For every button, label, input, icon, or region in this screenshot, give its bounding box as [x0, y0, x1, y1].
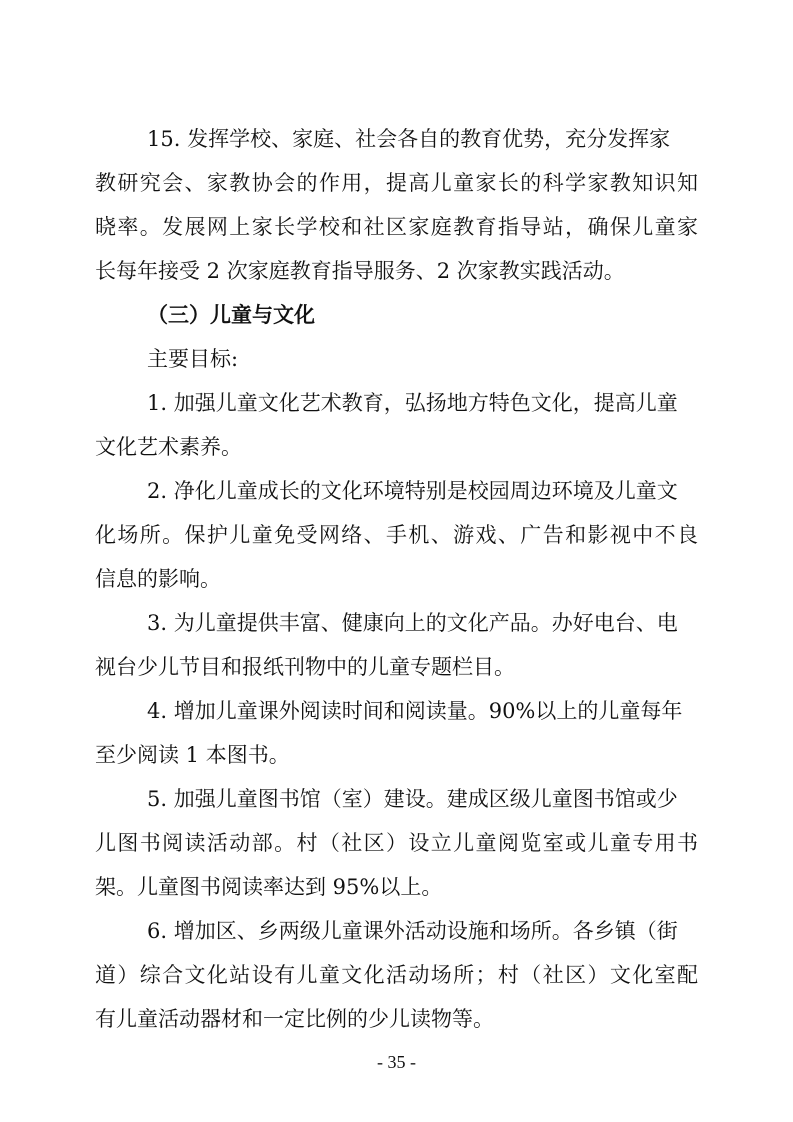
item-1-line-2: 文化艺术素养。 [95, 435, 242, 459]
para-15-line-4: 长每年接受 2 次家庭教育指导服务、2 次家教实践活动。 [95, 259, 625, 283]
item-2-line-1: 2. 净化儿童成长的文化环境特别是校园周边环境及儿童文 [147, 479, 678, 503]
item-3-line-2: 视台少儿节目和报纸刊物中的儿童专题栏目。 [95, 655, 515, 679]
item-4-line-2: 至少阅读 1 本图书。 [95, 743, 290, 767]
item-2-line-2: 化场所。保护儿童免受网络、手机、游戏、广告和影视中不良 [95, 523, 698, 547]
page-number: - 35 - [377, 1052, 416, 1072]
item-2-line-3: 信息的影响。 [95, 567, 221, 591]
item-5-line-1: 5. 加强儿童图书馆（室）建设。建成区级儿童图书馆或少 [147, 787, 678, 811]
para-15-line-1: 15. 发挥学校、家庭、社会各自的教育优势，充分发挥家 [147, 127, 671, 151]
item-5-line-3: 架。儿童图书阅读率达到 95%以上。 [95, 875, 443, 899]
item-4-line-1: 4. 增加儿童课外阅读时间和阅读量。90%以上的儿童每年 [147, 699, 683, 723]
para-15-line-3: 晓率。发展网上家长学校和社区家庭教育指导站，确保儿童家 [95, 215, 698, 239]
item-5-line-2: 儿图书阅读活动部。村（社区）设立儿童阅览室或儿童专用书 [95, 831, 698, 855]
main-goals-label: 主要目标: [147, 347, 239, 371]
item-3-line-1: 3. 为儿童提供丰富、健康向上的文化产品。办好电台、电 [147, 611, 678, 635]
item-6-line-1: 6. 增加区、乡两级儿童课外活动设施和场所。各乡镇（街 [147, 919, 678, 943]
item-6-line-3: 有儿童活动器材和一定比例的少儿读物等。 [95, 1007, 494, 1031]
section-heading: （三）儿童与文化 [147, 302, 315, 327]
item-6-line-2: 道）综合文化站设有儿童文化活动场所；村（社区）文化室配 [95, 963, 698, 987]
item-1-line-1: 1. 加强儿童文化艺术教育，弘扬地方特色文化，提高儿童 [147, 391, 678, 415]
para-15-line-2: 教研究会、家教协会的作用，提高儿童家长的科学家教知识知 [95, 171, 698, 195]
